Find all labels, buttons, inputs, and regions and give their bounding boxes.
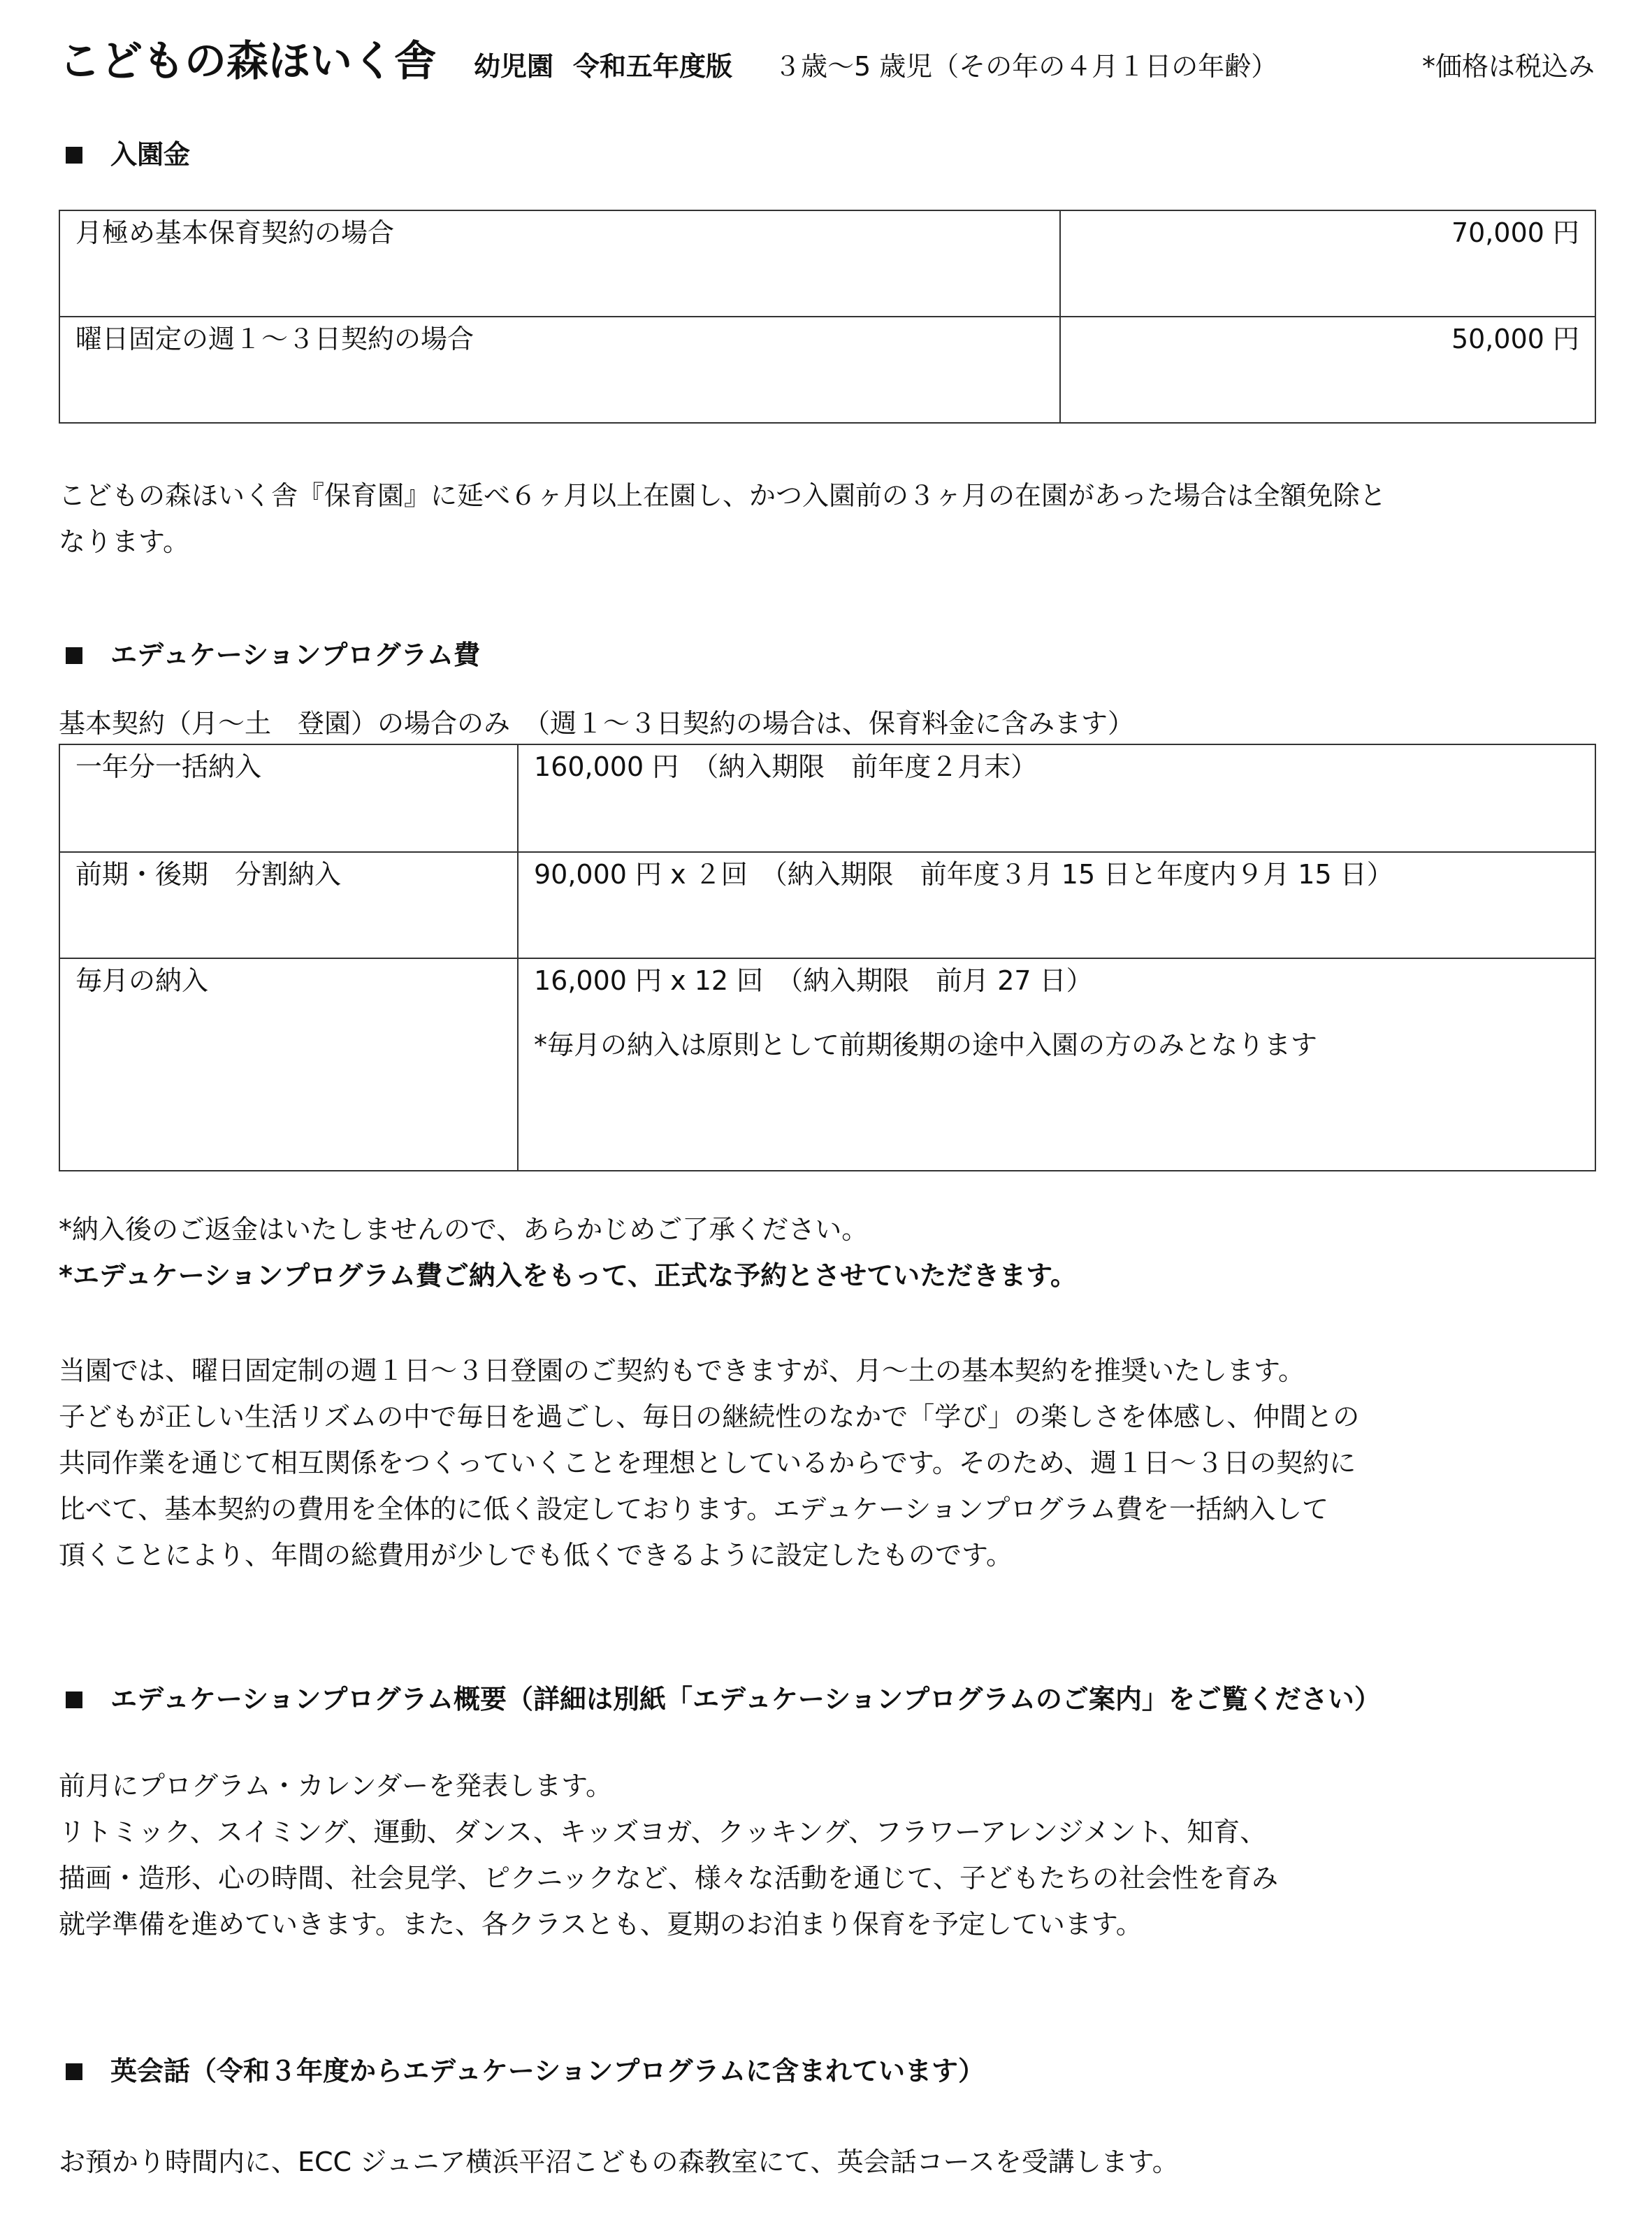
section-heading-admission [59,133,190,171]
section-heading-program [59,1678,1381,1716]
text-line: 当園では、曜日固定制の週１日～３日登園のご契約もできますが、月～土の基本契約を推奨いたします。 [59,1355,1305,1386]
text-line: 描画・造形、心の時間、社会見学、ピクニックなど、様々な活動を通じて、子どもたちの社会性を育み [59,1863,1278,1893]
header-tax-note: *価格は税込み [1421,51,1595,82]
text-line: 基本契約（月～土 登園）の場合のみ （週１～３日契約の場合は、保育料金に含みます） [59,708,1135,739]
table-row [59,744,1595,852]
edu-fee-detail-cell [518,958,1595,1171]
header-subtitle-kindergarten: 幼児園 [474,51,554,82]
table-row [59,958,1595,1171]
section-heading-text: 入園金 [110,139,191,170]
edu-fee-label-cell: 毎月の納入 [59,958,518,1171]
table-row [59,210,1595,317]
table-row [59,852,1595,958]
text-line: こどもの森ほいく舎『保育園』に延べ６ヶ月以上在園し、かつ入園前の３ヶ月の在園があった場合は全額免除と [59,480,1386,511]
header-subtitle-edition: 令和五年度版 [573,51,733,82]
english-description [59,2139,1595,2185]
square-bullet-icon [66,2063,82,2080]
text-line: なります。 [59,526,189,557]
text-line: 比べて、基本契約の費用を全体的に低く設定しております。エデュケーションプログラム費を一括納入して [59,1494,1329,1524]
text-line: 共同作業を通じて相互関係をつくっていくことを理想としているからです。そのため、週１日～３日の契約に [59,1448,1356,1478]
text-line: お預かり時間内に、ECC ジュニア横浜平沼こどもの森教室にて、英会話コースを受講します。 [59,2147,1179,2177]
text-line: 子どもが正しい生活リズムの中で毎日を過ごし、毎日の継続性のなかで「学び」の楽しさを体感し、仲間との [59,1401,1360,1432]
section-heading-text: 英会話（令和３年度からエデュケーションプログラムに含まれています） [110,2056,985,2086]
header-age-range: ３歳～5 歳児（その年の４月１日の年齢） [774,51,1278,82]
admission-label-cell: 曜日固定の週１～３日契約の場合 [59,317,1060,423]
edu-fee-label-cell: 一年分一括納入 [59,744,518,852]
square-bullet-icon [66,1691,82,1708]
admission-exemption-note [59,473,1595,565]
edu-fee-notes [59,1206,1595,1299]
section-heading-edu-fee [59,633,480,672]
section-heading-english [59,2049,985,2088]
section-heading-text: エデュケーションプログラム概要（詳細は別紙「エデュケーションプログラムのご案内」をご覧ください） [110,1684,1381,1715]
refund-note: *納入後のご返金はいたしませんので、あらかじめご了承ください。 [59,1214,869,1245]
admission-price-cell: 50,000 円 [1060,317,1595,423]
text-line: 前月にプログラム・カレンダーを発表します。 [59,1770,613,1801]
admission-label-cell: 月極め基本保育契約の場合 [59,210,1060,317]
section-heading-text: エデュケーションプログラム費 [110,640,480,670]
text-line: リトミック、スイミング、運動、ダンス、キッズヨガ、クッキング、フラワーアレンジメント、知育、 [59,1817,1267,1847]
admission-table [59,210,1596,424]
edu-fee-caption [59,700,1595,746]
page-title: こどもの森ほいく舎 [59,37,436,86]
reservation-note: *エデュケーションプログラム費ご納入をもって、正式な予約とさせていただきます。 [59,1260,1078,1291]
table-row [59,317,1595,423]
edu-fee-label-cell: 前期・後期 分割納入 [59,852,518,958]
monthly-detail-text: 16,000 円 x 12 回 （納入期限 前月 27 日） [534,965,1093,996]
admission-price-cell: 70,000 円 [1060,210,1595,317]
edu-fee-explanation [59,1348,1595,1578]
document-header [59,28,1595,84]
text-line: 頂くことにより、年間の総費用が少しでも低くできるように設定したものです。 [59,1540,1013,1571]
program-description [59,1763,1595,1947]
monthly-detail-note: *毎月の納入は原則として前期後期の途中入園の方のみとなります [534,1030,1318,1060]
edu-fee-detail-cell: 90,000 円 x ２回 （納入期限 前年度３月 15 日と年度内９月 15 日） [518,852,1595,958]
square-bullet-icon [66,147,82,164]
edu-fee-detail-cell: 160,000 円 （納入期限 前年度２月末） [518,744,1595,852]
edu-fee-table [59,744,1596,1171]
text-line: 就学準備を進めていきます。また、各クラスとも、夏期のお泊まり保育を予定しています。 [59,1909,1143,1940]
square-bullet-icon [66,647,82,664]
